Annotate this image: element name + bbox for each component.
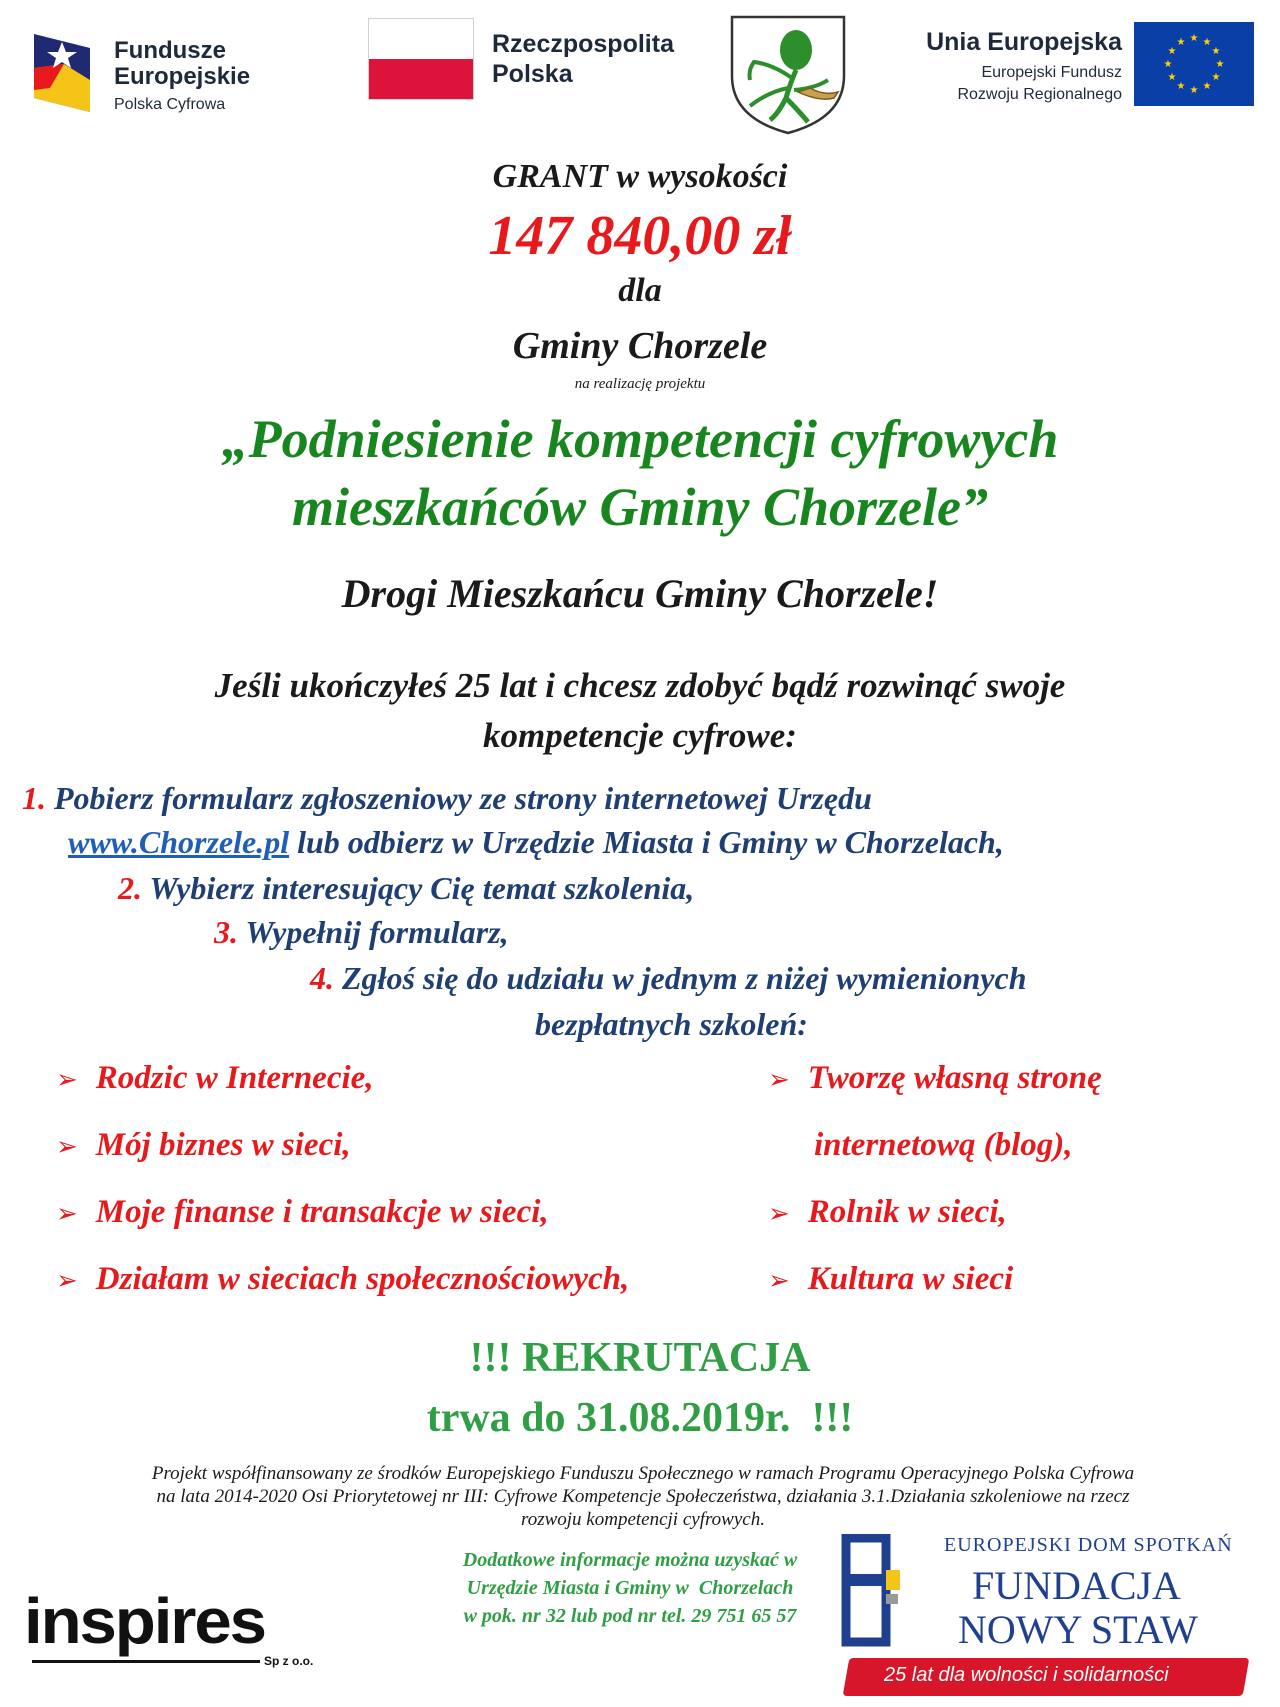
intro-line1: Jeśli ukończyłeś 25 lat i chcesz zdobyć bądź rozwinąć swoje [214,666,1066,705]
course-label: Mój biznes w sieci, [95,1127,351,1163]
for-label: dla [618,272,662,309]
project-subtitle: na realizację projektu [574,376,706,392]
rp-line1: Rzeczpospolita [492,30,674,58]
inspires-underline [32,1660,260,1663]
step-3 [214,914,509,951]
footer-note-line2: na lata 2014-2020 Osi Priorytetowej nr III: Cyfrowe Kompetencje Społeczeństwa, działania 3.1.Działania szkoleniowe na rzecz [156,1486,1130,1507]
svg-text:★: ★ [1176,37,1186,48]
fundacja-line2: FUNDACJA [972,1563,1181,1608]
project-title-line2: mieszkańców Gminy Chorzele” [291,477,989,537]
course-label: Kultura w sieci [807,1261,1014,1297]
course-label: Rolnik w sieci, [807,1194,1007,1230]
footer-note [10,1462,1276,1531]
coat-of-arms-chorzele [728,14,848,136]
svg-text:★: ★ [1167,46,1177,57]
course-label: Tworzę własną stronę [807,1060,1102,1096]
list-item [768,1261,1013,1298]
course-label: Moje finanse i transakcje w sieci, [95,1194,549,1230]
step-1 [22,780,872,817]
arrow-bullet-icon: ➢ [768,1199,790,1229]
contact-info [340,1546,920,1630]
grant-amount: 147 840,00 zł [488,205,792,267]
inspires-name: inspires [24,1585,265,1657]
step-3-number: 3. [214,914,238,950]
fundacja-line3: NOWY STAW [958,1607,1198,1652]
logo-rzeczpospolita [368,18,688,103]
fundacja-ribbon-text: 25 lat dla wolności i solidarności [884,1664,1169,1686]
contact-line2: Urzędzie Miasta i Gminy w Chorzelach [466,1577,794,1599]
list-item-continuation [814,1127,1073,1164]
svg-text:★: ★ [1167,72,1177,83]
list-item [768,1194,1007,1231]
list-item [768,1060,1102,1097]
step-4 [310,960,1027,997]
recruitment-line2: trwa do 31.08.2019r. !!! [426,1395,854,1441]
svg-text:★: ★ [1202,81,1212,92]
footer-note-line1: Projekt współfinansowany ze środków Europejskiego Funduszu Społecznego w ramach Programu Operacyjnego Polska Cyfrowa [151,1463,1135,1484]
step-3-text: Wypełnij formularz, [238,914,509,950]
svg-text:★: ★ [1211,72,1221,83]
step-4-number: 4. [310,960,334,996]
contact-line1: Dodatkowe informacje można uzyskać w [462,1549,798,1571]
arrow-bullet-icon: ➢ [56,1065,78,1095]
municipality: Gminy Chorzele [512,325,768,367]
step-2 [118,870,694,907]
project-title-line1: „Podniesienie kompetencji cyfrowych [221,409,1059,469]
step-2-number: 2. [118,870,142,906]
step-4-text: Zgłoś się do udziału w jednym z niżej wymienionych [334,960,1027,996]
window-door-icon [840,1534,930,1654]
website-link[interactable]: www.Chorzele.pl [68,824,290,860]
svg-text:★: ★ [1189,33,1199,44]
arrow-bullet-icon: ➢ [768,1266,790,1296]
svg-text:★: ★ [1202,37,1212,48]
fe-line1: Fundusze [114,37,226,64]
list-item [56,1060,374,1097]
fe-star-icon [30,28,94,112]
footer-note-line3: rozwoju kompetencji cyfrowych. [521,1509,765,1530]
fe-line3: Polska Cyfrowa [114,96,226,113]
recruitment-line1: !!! REKRUTACJA [469,1335,811,1381]
arrow-bullet-icon: ➢ [56,1266,78,1296]
step-2-text: Wybierz interesujący Cię temat szkolenia, [142,870,695,906]
eu-flag-icon [1134,22,1254,106]
intro-line2: kompetencje cyfrowe: [483,716,797,755]
svg-text:★: ★ [1163,59,1173,70]
svg-text:★: ★ [1189,85,1199,96]
step-1-number: 1. [22,780,46,816]
course-label: internetową (blog), [814,1127,1073,1163]
grant-line: GRANT w wysokości [492,158,788,195]
arrow-bullet-icon: ➢ [56,1132,78,1162]
ue-line1: Unia Europejska [926,28,1122,56]
fundacja-line1: EUROPEJSKI DOM SPOTKAŃ [944,1534,1233,1556]
logo-inspires [24,1584,314,1674]
step-1-text: Pobierz formularz zgłoszeniowy ze strony internetowej Urzędu [46,780,872,816]
svg-text:★: ★ [1176,81,1186,92]
list-item [56,1127,351,1164]
logo-fundacja-nowy-staw [840,1534,1270,1706]
arrow-bullet-icon: ➢ [56,1199,78,1229]
step-1-rest: lub odbierz w Urzędzie Miasta i Gminy w Chorzelach, [289,824,1004,860]
inspires-suffix: Sp z o.o. [264,1654,314,1668]
greeting: Drogi Mieszkańcu Gminy Chorzele! [341,571,939,616]
contact-line3: w pok. nr 32 lub pod nr tel. 29 751 65 57 [463,1605,797,1627]
ue-line2: Europejski Fundusz [981,64,1122,81]
step-4-continuation: bezpłatnych szkoleń: [535,1006,808,1042]
arrow-bullet-icon: ➢ [768,1065,790,1095]
fe-line2: Europejskie [114,63,251,90]
course-label: Działam w sieciach społecznościowych, [95,1261,630,1297]
logo-fundusze-europejskie [30,28,270,118]
ue-line3: Rozwoju Regionalnego [957,86,1122,103]
logo-unia-europejska [910,22,1260,112]
list-item [56,1261,629,1298]
list-item [56,1194,549,1231]
step-1-continuation [68,824,1004,861]
rp-line2: Polska [492,60,573,88]
polish-flag-icon [368,18,474,100]
course-label: Rodzic w Internecie, [95,1060,374,1096]
svg-text:★: ★ [1211,46,1221,57]
svg-text:★: ★ [1215,59,1225,70]
